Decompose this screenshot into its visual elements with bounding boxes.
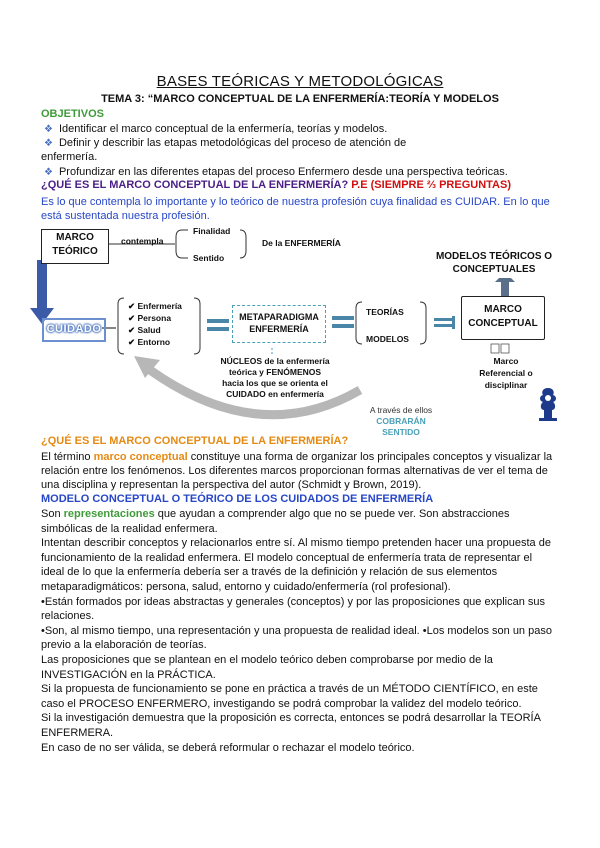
page-subtitle: TEMA 3: “MARCO CONCEPTUAL DE LA ENFERMERÍA:TEORÍA Y MODELOS bbox=[101, 93, 499, 105]
diamond-bullet-icon: ❖ bbox=[44, 124, 53, 135]
objetivo-item: ❖ Profundizar en las diferentes etapas del proceso Enfermero desde una perspectiva teóricas. bbox=[44, 166, 508, 178]
brace-shape bbox=[420, 302, 426, 344]
brace-shape bbox=[194, 298, 200, 354]
objetivo-item: ❖ Definir y describir las etapas metodológicas del proceso de atención de bbox=[44, 137, 407, 149]
modelos-teoricos-label: MODELOS TEÓRICOS O CONCEPTUALES bbox=[424, 250, 564, 278]
equals-icon bbox=[332, 316, 354, 320]
de-la-enfermeria-label: De la ENFERMERÍA bbox=[262, 238, 341, 248]
checklist-item: ✔ Salud bbox=[128, 325, 161, 335]
marco-conceptual-box: MARCO CONCEPTUAL bbox=[461, 296, 545, 340]
check-icon: ✔ bbox=[128, 313, 136, 323]
equals-icon bbox=[434, 318, 452, 321]
contempla-label: contempla bbox=[121, 236, 164, 246]
a-traves-label: A través de ellos COBRARÁN SENTIDO bbox=[369, 405, 433, 437]
brace-shape bbox=[240, 230, 246, 258]
equals-icon bbox=[207, 319, 229, 323]
objetivos-heading: OBJETIVOS bbox=[41, 108, 104, 120]
question2-paragraph: El término marco conceptual constituye una forma de organizar los principales conceptos y visualizar la relación entre los fenómenos. Los diferentes marcos proporcionan formas alternativas de ver el tema de una disciplina y representan la perspectiva del autor (Schmidt y Brown, 2019). bbox=[41, 451, 553, 491]
page-title: BASES TEÓRICAS Y METODOLÓGICAS bbox=[156, 73, 444, 90]
question1-text: Es lo que contempla lo importante y lo teórico de nuestra profesión cuya finalidad es CUIDAR. En lo que está sustentada nuestra profesión. bbox=[41, 196, 550, 222]
check-icon: ✔ bbox=[128, 325, 136, 335]
metaparadigm-checklist bbox=[128, 300, 182, 348]
diamond-bullet-icon: ❖ bbox=[44, 138, 53, 149]
modelo-paragraph: Son representaciones que ayudan a comprender algo que no se puede ver. Son abstracciones simbólicas de la realidad enfermera. Intentan describir conceptos y relacionarlos entre sí. Al mismo tiempo pretenden hacer una propuesta de funcionamiento de la realidad enfermera. El modelo conceptual de enfermería trata de representar el ideal de lo que la enfermería debería ser a través de la definición y relación de sus elementos metaparadigmáticos: persona, salud, entorno y cuidado/enfermería (rol profesional). •Están formados por ideas abstractas y generales (conceptos) y por las proposiciones que explican sus relaciones. •Son, al mismo tiempo, una representación y una propuesta de realidad ideal. •Los modelos son un paso previo a la elaboración de teorías. Las proposiciones que se plantean en el modelo teórico deben comprobarse por medio de la INVESTIGACIÓN en la PRÁCTICA. Si la propuesta de funcionamiento se pone en práctica a través de un MÉTODO CIENTÍFICO, en este caso el PROCESO ENFERMERO, investigando se podrá comprobar la validez del modelo teórico. Si la investigación demuestra que la proposición es correcta, entonces se podrá desarrollar la TEORÍA ENFERMERA. En caso de no ser válida, se deberá reformular o rechazar el modelo teórico. bbox=[41, 508, 552, 754]
nursing-emblem-icon bbox=[535, 386, 561, 422]
sentido-label: Sentido bbox=[193, 253, 225, 263]
checklist-item: ✔ Persona bbox=[128, 313, 172, 323]
brace-shape bbox=[176, 230, 182, 258]
cuidado-label: CUIDADO bbox=[42, 318, 106, 342]
modelo-heading: MODELO CONCEPTUAL O TEÓRICO DE LOS CUIDADOS DE ENFERMERÍA bbox=[41, 493, 434, 505]
check-icon: ✔ bbox=[128, 301, 136, 311]
modelos-label: MODELOS bbox=[366, 334, 409, 344]
checklist-item: ✔ Enfermería bbox=[128, 301, 182, 311]
checklist-item: ✔ Entorno bbox=[128, 337, 171, 347]
down-arrow-icon bbox=[30, 260, 54, 324]
question1-heading: ¿QUÉ ES EL MARCO CONCEPTUAL DE LA ENFERMERÍA? P.E (SIEMPRE ⅔ PREGUNTAS) bbox=[41, 179, 512, 191]
brace-shape bbox=[356, 302, 362, 344]
metaparadigma-box: METAPARADIGMA ENFERMERÍA bbox=[232, 305, 326, 343]
finalidad-label: Finalidad bbox=[193, 226, 231, 236]
objetivo-item-cont: enfermería. bbox=[41, 151, 98, 163]
marco-teorico-box: MARCO TEÓRICO bbox=[41, 229, 109, 264]
objetivo-item: ❖ Identificar el marco conceptual de la enfermería, teorías y modelos. bbox=[44, 123, 388, 135]
marco-referencial-label: Marco Referencial o disciplinar bbox=[479, 356, 533, 390]
check-icon: ✔ bbox=[128, 337, 136, 347]
nucleos-label: NÚCLEOS de la enfermería teórica y FENÓMENOS hacia los que se orienta el CUIDADO en enfermería bbox=[220, 356, 330, 399]
question2-heading: ¿QUÉ ES EL MARCO CONCEPTUAL DE LA ENFERMERÍA? bbox=[41, 435, 349, 447]
brace-shape bbox=[118, 298, 124, 354]
diamond-bullet-icon: ❖ bbox=[44, 167, 53, 178]
teorias-label: TEORÍAS bbox=[366, 307, 404, 317]
